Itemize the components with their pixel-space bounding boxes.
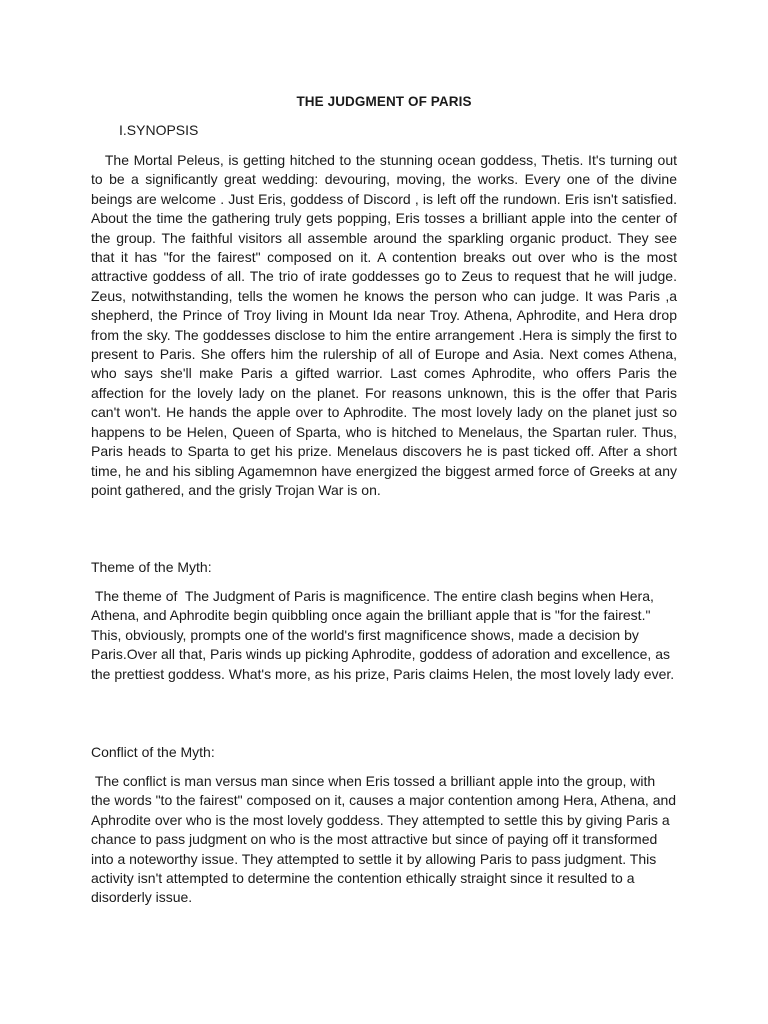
conflict-paragraph: The conflict is man versus man since when Eris tossed a brilliant apple into the group, with the words "to the fairest" composed on it, causes a major contention among Hera, Athena, and Aphrodite over who is the most lovely goddess. They attempted to settle this by giving Paris a chance to pass judgment on who is the most attractive but since of paying off it transformed into a noteworthy issue. They attempted to settle it by allowing Paris to pass judgment. This activity isn't attempted to determine the contention ethically straight since it resulted to a disorderly issue. [91,773,680,906]
synopsis-heading: I.SYNOPSIS [119,122,199,138]
document-title: THE JUDGMENT OF PARIS [296,94,472,109]
conflict-heading: Conflict of the Myth: [91,744,215,760]
synopsis-paragraph: The Mortal Peleus, is getting hitched to the stunning ocean goddess, Thetis. It's turning out to be a significantly great wedding: devouring, moving, the works. Every one of the divine beings are welcome . Just Eris, goddess of Discord , is left off the rundown. Eris isn't satisfied. About the time the gathering truly gets popping, Eris tosses a brilliant apple into the center of the group. The faithful visitors all assemble around the sparkling organic product. They see that it has "for the fairest" composed on it. A contention breaks out over who is the most attractive goddess of all. The trio of irate goddesses go to Zeus to request that he will judge. Zeus, notwithstanding, tells the women he knows the person who can judge. It was Paris ,a shepherd, the Prince of Troy living in Mount Ida near Troy. Athena, Aphrodite, and Hera drop from the sky. The goddesses disclose to him the entire arrangement .Hera is simply the first to present to Paris. She offers him the rulership of all of Europe and Asia. Next comes Athena, who says she'll make Paris a gifted warrior. Last comes Aphrodite, who offers Paris the affection for the lovely lady on the planet. For reasons unknown, this is the offer that Paris can't won't. He hands the apple over to Aphrodite. The most lovely lady on the planet just so happens to be Helen, Queen of Sparta, who is hitched to Menelaus, the Spartan ruler. Thus, Paris heads to Sparta to get his prize. Menelaus discovers he is past ticked off. After a short time, he and his sibling Agamemnon have energized the biggest armed force of Greeks at any point gathered, and the grisly Trojan War is on. [91,152,681,498]
theme-heading: Theme of the Myth: [91,559,212,575]
theme-paragraph: The theme of The Judgment of Paris is magnificence. The entire clash begins when Hera, Athena, and Aphrodite begin quibbling once again the brilliant apple that is "for the fairest." This, obviously, prompts one of the world's first magnificence shows, made a decision by Paris.Over all that, Paris winds up picking Aphrodite, goddess of adoration and excellence, as the prettiest goddess. What's more, as his prize, Paris claims Helen, the most lovely lady ever. [91,588,675,682]
